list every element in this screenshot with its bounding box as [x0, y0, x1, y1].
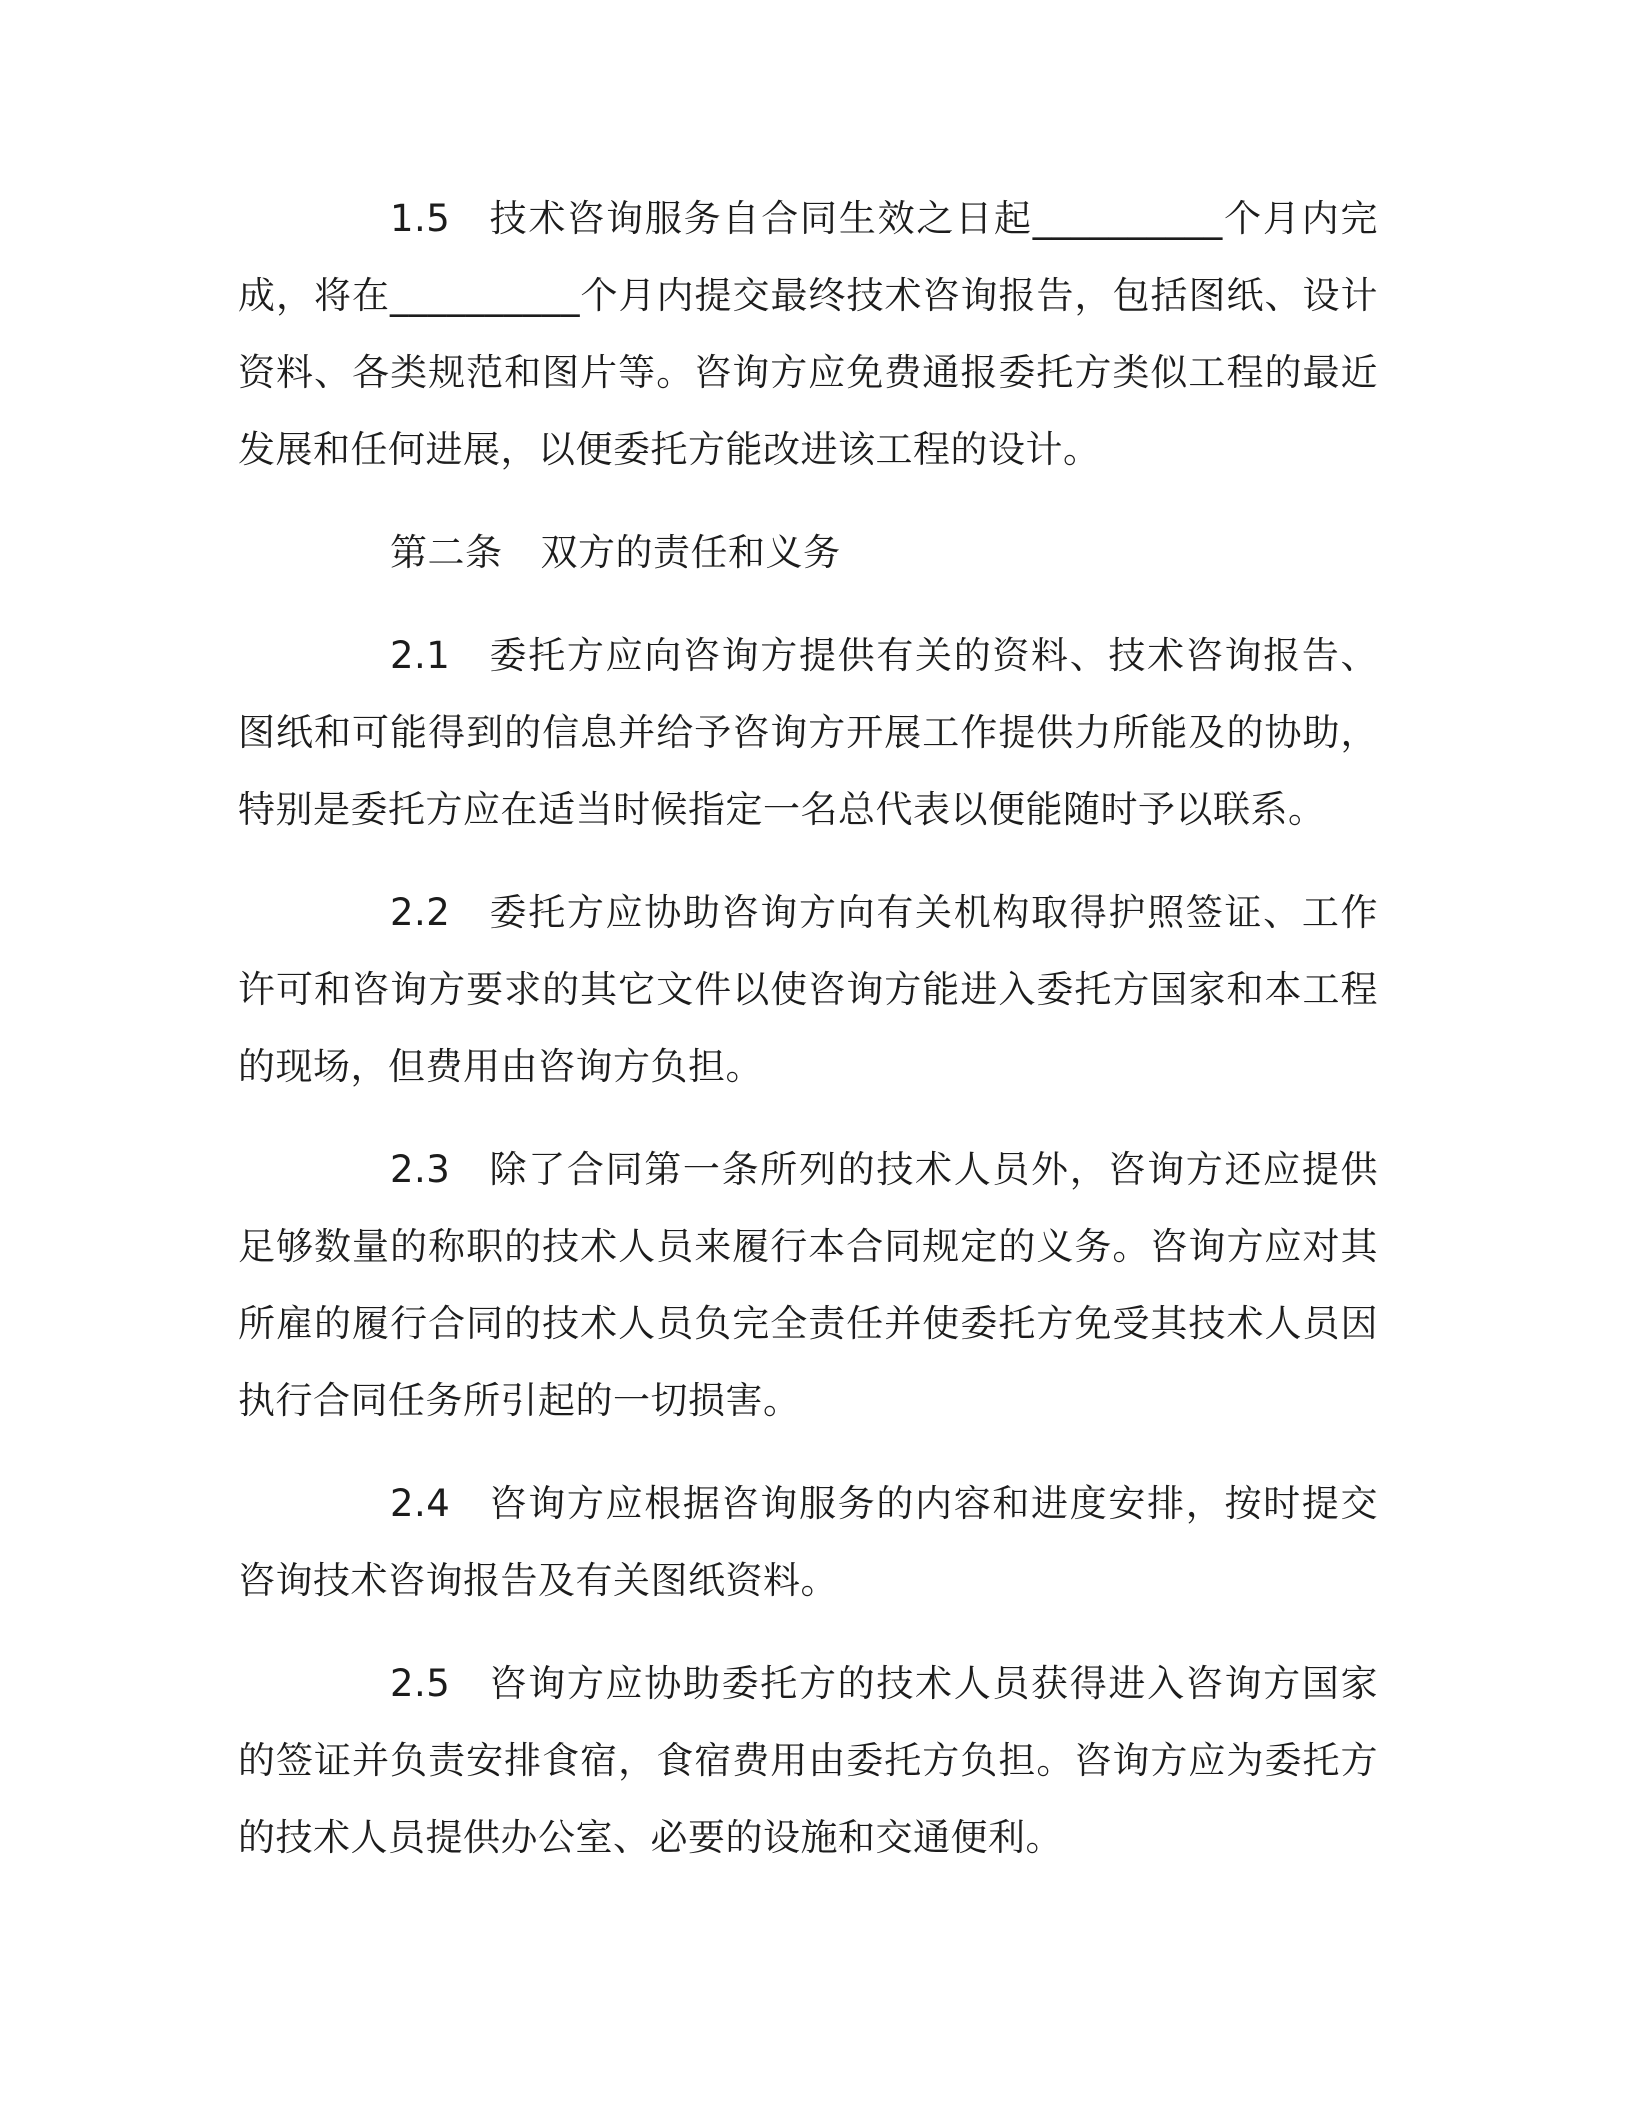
- clause-2-1: [238, 617, 1378, 848]
- clause-number: 2.1: [390, 634, 451, 677]
- clause-text: 咨询方应协助委托方的技术人员获得进入咨询方国家的签证并负责安排食宿，食宿费用由委托方负担。咨询方应为委托方的技术人员提供办公室、必要的设施和交通便利。: [238, 1662, 1378, 1859]
- clause-2-5: [238, 1645, 1378, 1876]
- clause-number: 2.5: [390, 1662, 451, 1705]
- clause-text: 技术咨询服务自合同生效之日起__________个月内完成，将在__________个月内提交最终技术咨询报告，包括图纸、设计资料、各类规范和图片等。咨询方应免费通报委托方类似工程的最近发展和任何进展，以便委托方能改进该工程的设计。: [238, 197, 1378, 471]
- article-number: 第二条: [390, 531, 503, 574]
- clause-number: 2.2: [390, 891, 451, 934]
- clause-2-4: [238, 1465, 1378, 1619]
- document-body: [238, 180, 1378, 1902]
- clause-text: 委托方应向咨询方提供有关的资料、技术咨询报告、图纸和可能得到的信息并给予咨询方开展工作提供力所能及的协助，特别是委托方应在适当时候指定一名总代表以便能随时予以联系。: [238, 634, 1378, 831]
- article-title: 双方的责任和义务: [540, 531, 841, 574]
- clause-text: 除了合同第一条所列的技术人员外，咨询方还应提供足够数量的称职的技术人员来履行本合同规定的义务。咨询方应对其所雇的履行合同的技术人员负完全责任并使委托方免受其技术人员因执行合同任务所引起的一切损害。: [238, 1148, 1378, 1422]
- clause-number: 1.5: [390, 197, 451, 240]
- clause-number: 2.3: [390, 1148, 451, 1191]
- article-2-heading: [238, 514, 1378, 591]
- clause-1-5: [238, 180, 1378, 488]
- clause-2-3: [238, 1131, 1378, 1439]
- clause-text: 咨询方应根据咨询服务的内容和进度安排，按时提交咨询技术咨询报告及有关图纸资料。: [238, 1482, 1378, 1602]
- clause-2-2: [238, 874, 1378, 1105]
- clause-number: 2.4: [390, 1482, 451, 1525]
- clause-text: 委托方应协助咨询方向有关机构取得护照签证、工作许可和咨询方要求的其它文件以使咨询方能进入委托方国家和本工程的现场，但费用由咨询方负担。: [238, 891, 1378, 1088]
